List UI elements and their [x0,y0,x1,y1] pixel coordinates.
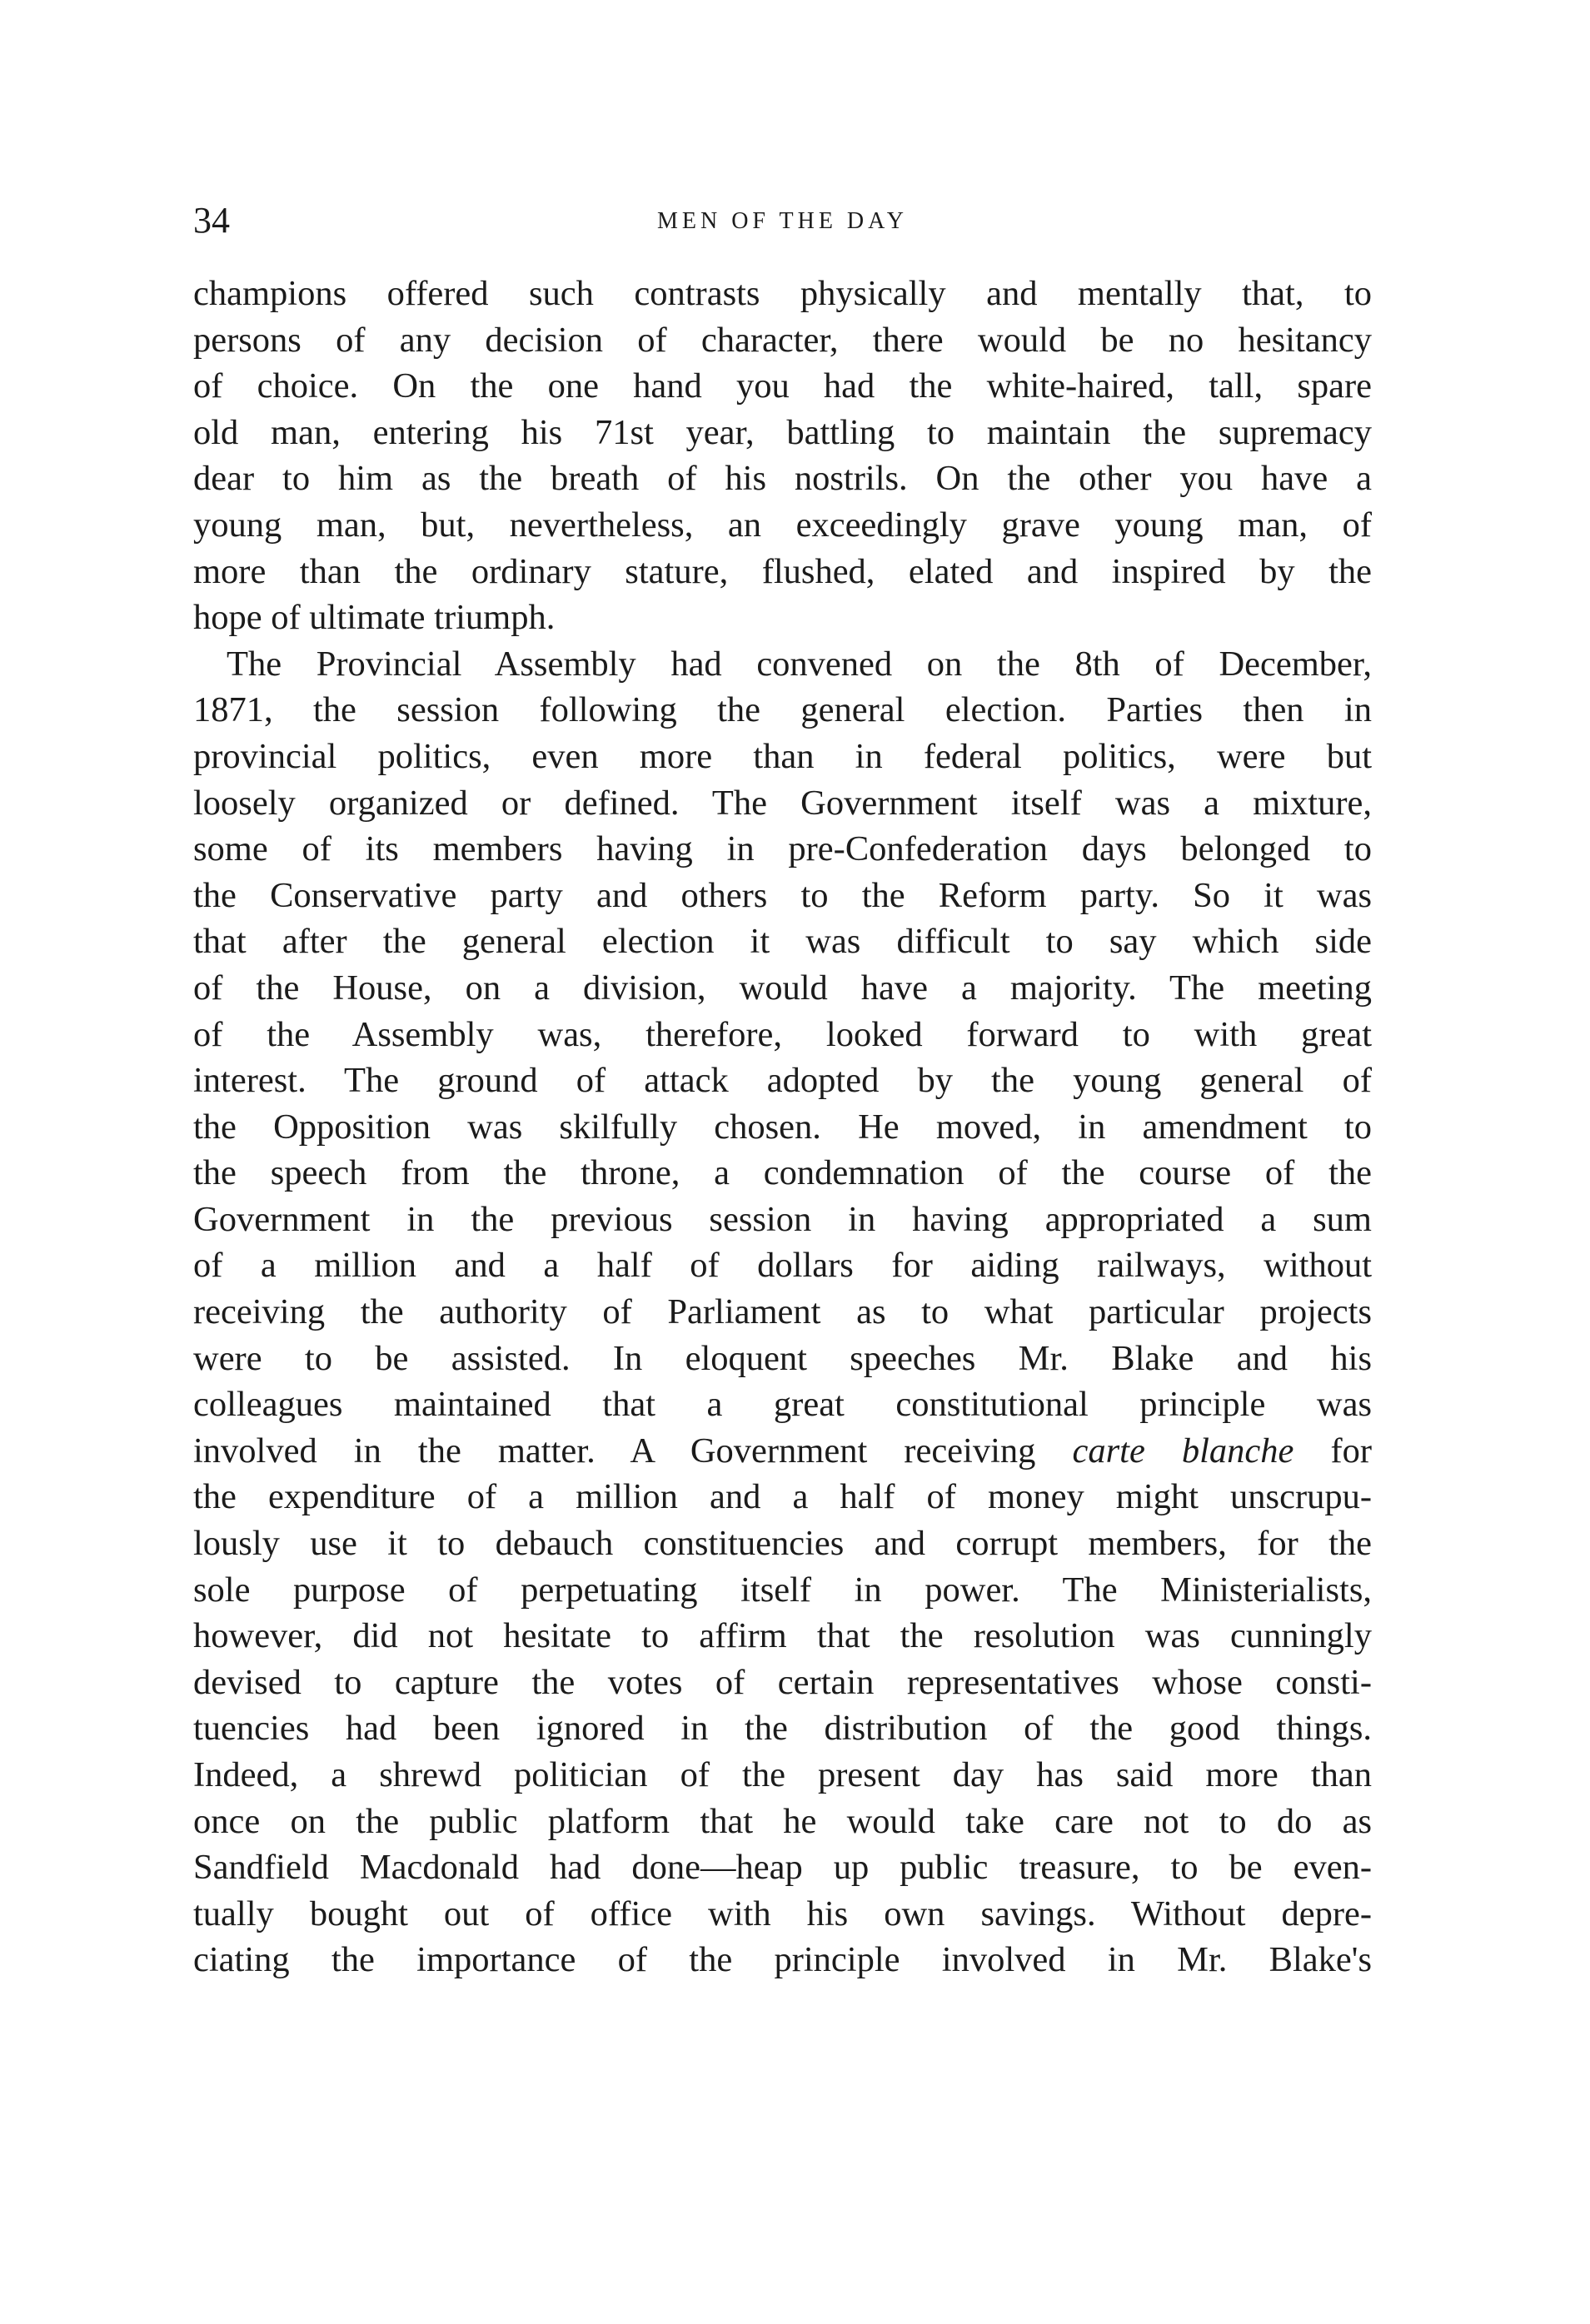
text-line-with-italic [193,1428,1372,1475]
text-line: devised to capture the votes of certain representatives whose consti- [193,1662,1372,1702]
page-number: 34 [193,200,230,241]
text-line: receiving the authority of Parliament as to what particular projects [193,1292,1372,1332]
text-segment: involved in the matter. A Government receiving [193,1431,1036,1471]
text-line: of choice. On the one hand you had the white-haired, tall, spare [193,366,1372,406]
text-line: old man, entering his 71st year, battling to maintain the supremacy [193,412,1372,452]
text-line: of the Assembly was, therefore, looked forward to with great [193,1014,1372,1054]
text-line: loosely organized or defined. The Government itself was a mixture, [193,783,1372,823]
text-segment: for [1330,1431,1372,1471]
text-line: some of its members having in pre-Confederation days belonged to [193,829,1372,869]
text-line: hope of ultimate triumph. [193,598,556,638]
text-line: the speech from the throne, a condemnation of the course of the [193,1153,1372,1193]
text-line: the Opposition was skilfully chosen. He moved, in amendment to [193,1107,1372,1147]
text-line: tually bought out of office with his own savings. Without depre- [193,1894,1372,1933]
text-line: Indeed, a shrewd politician of the present day has said more than [193,1755,1372,1794]
text-line: interest. The ground of attack adopted by the young general of [193,1061,1372,1101]
text-line: 1871, the session following the general election. Parties then in [193,690,1372,730]
text-line: provincial politics, even more than in federal politics, were but [193,736,1372,776]
text-line: however, did not hesitate to affirm that the resolution was cunningly [193,1616,1372,1656]
text-line: the Conservative party and others to the Reform party. So it was [193,875,1372,915]
italic-phrase: carte blanche [1072,1431,1294,1471]
text-line: that after the general election it was difficult to say which side [193,922,1372,962]
text-line: The Provincial Assembly had convened on the 8th of December, [227,644,1372,684]
text-line: Government in the previous session in having appropriated a sum [193,1199,1372,1239]
text-line: the expenditure of a million and a half of money might unscrupu- [193,1477,1372,1517]
paragraph [193,271,1372,641]
text-line: ciating the importance of the principle involved in Mr. Blake's [193,1940,1372,1980]
text-line: Sandfield Macdonald had done—heap up public treasure, to be even- [193,1848,1372,1888]
text-line: lously use it to debauch constituencies and corrupt members, for the [193,1524,1372,1564]
text-line: persons of any decision of character, there would be no hesitancy [193,320,1372,360]
text-line: dear to him as the breath of his nostrils. On the other you have a [193,459,1372,499]
body-text [193,271,1372,1983]
paragraph [193,641,1372,1983]
text-line: were to be assisted. In eloquent speeches Mr. Blake and his [193,1338,1372,1378]
text-line: sole purpose of perpetuating itself in power. The Ministerialists, [193,1570,1372,1610]
text-line: young man, but, nevertheless, an exceedingly grave young man, of [193,505,1372,545]
text-line: colleagues maintained that a great constitutional principle was [193,1385,1372,1425]
text-line: once on the public platform that he would take care not to do as [193,1801,1372,1841]
text-line: tuencies had been ignored in the distribution of the good things. [193,1709,1372,1749]
text-line: of a million and a half of dollars for aiding railways, without [193,1246,1372,1286]
text-line: more than the ordinary stature, flushed, elated and inspired by the [193,551,1372,591]
text-line: champions offered such contrasts physically and mentally that, to [193,274,1372,313]
running-title: MEN OF THE DAY [656,208,909,234]
text-line: of the House, on a division, would have a majority. The meeting [193,968,1372,1008]
running-head [193,196,1372,246]
